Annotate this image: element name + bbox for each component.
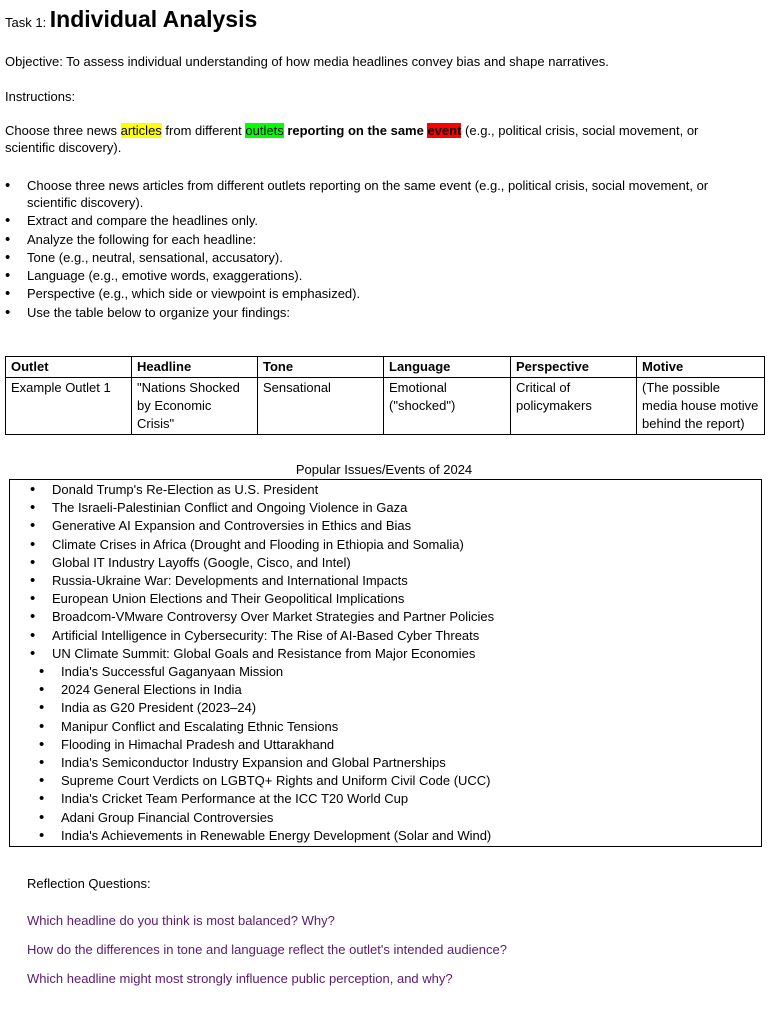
list-item: • India as G20 President (2023–24)	[10, 699, 761, 717]
table-cell-headline: "Nations Shocked by Economic Crisis"	[132, 378, 258, 435]
column-header-perspective: Perspective	[511, 357, 637, 378]
issues-box	[9, 479, 762, 847]
list-item: • European Union Elections and Their Geopolitical Implications	[10, 590, 761, 608]
list-item: • India's Cricket Team Performance at the ICC T20 World Cup	[10, 790, 761, 808]
highlight-articles: articles	[120, 123, 162, 138]
india-issues-list	[10, 663, 761, 845]
table-header-row	[6, 357, 765, 378]
task-prefix: Task 1:	[5, 15, 50, 30]
column-header-language: Language	[384, 357, 511, 378]
reflection-heading: Reflection Questions:	[27, 876, 151, 891]
list-item: • Artificial Intelligence in Cybersecurity: The Rise of AI-Based Cyber Threats	[10, 627, 761, 645]
list-item: • Global IT Industry Layoffs (Google, Cisco, and Intel)	[10, 554, 761, 572]
reflection-question-1: Which headline do you think is most balanced? Why?	[27, 913, 335, 928]
list-item: • Analyze the following for each headline:	[5, 231, 745, 248]
column-header-tone: Tone	[258, 357, 384, 378]
table-row	[6, 378, 765, 435]
list-item: • Manipur Conflict and Escalating Ethnic Tensions	[10, 718, 761, 736]
list-item: • Broadcom-VMware Controversy Over Market Strategies and Partner Policies	[10, 608, 761, 626]
list-item: • Flooding in Himachal Pradesh and Uttarakhand	[10, 736, 761, 754]
list-item: • Use the table below to organize your findings:	[5, 304, 745, 321]
list-item: • Tone (e.g., neutral, sensational, accusatory).	[5, 249, 745, 266]
page-title: Individual Analysis	[49, 6, 258, 32]
intro-text-3: (e.g., political crisis, social movement, or scientific discovery).	[5, 123, 699, 155]
list-item: • India's Semiconductor Industry Expansion and Global Partnerships	[10, 754, 761, 772]
reflection-question-3: Which headline might most strongly influence public perception, and why?	[27, 971, 453, 986]
intro-text-1: Choose three news	[5, 123, 121, 138]
list-item: • Generative AI Expansion and Controversies in Ethics and Bias	[10, 517, 761, 535]
table-cell-motive: (The possible media house motive behind the report)	[637, 378, 765, 435]
list-item: • Perspective (e.g., which side or viewpoint is emphasized).	[5, 285, 745, 302]
list-item: • Donald Trump's Re-Election as U.S. President	[10, 481, 761, 499]
global-issues-list	[10, 480, 761, 663]
table-cell-outlet: Example Outlet 1	[6, 378, 132, 435]
list-item: • India's Achievements in Renewable Energy Development (Solar and Wind)	[10, 827, 761, 845]
task-title-line	[5, 6, 257, 33]
list-item: • Adani Group Financial Controversies	[10, 809, 761, 827]
issues-caption: Popular Issues/Events of 2024	[295, 462, 473, 477]
highlight-outlets: outlets	[245, 123, 284, 138]
reflection-question-2: How do the differences in tone and language reflect the outlet's intended audience?	[27, 942, 507, 957]
list-item: • Language (e.g., emotive words, exaggerations).	[5, 267, 745, 284]
column-header-motive: Motive	[637, 357, 765, 378]
list-item: • India's Successful Gaganyaan Mission	[10, 663, 761, 681]
highlight-event: event	[427, 123, 462, 138]
list-item: • Choose three news articles from different outlets reporting on the same event (e.g., political crisis, social movement, or scientific discovery).	[5, 177, 745, 211]
list-item: • UN Climate Summit: Global Goals and Resistance from Major Economies	[10, 645, 761, 663]
column-header-headline: Headline	[132, 357, 258, 378]
objective-text: Objective: To assess individual understanding of how media headlines convey bias and shape narratives.	[5, 54, 609, 69]
list-item: • 2024 General Elections in India	[10, 681, 761, 699]
table-cell-tone: Sensational	[258, 378, 384, 435]
table-cell-language: Emotional ("shocked")	[384, 378, 511, 435]
instruction-bullet-list	[5, 177, 745, 322]
list-item: • Supreme Court Verdicts on LGBTQ+ Rights and Uniform Civil Code (UCC)	[10, 772, 761, 790]
instructions-label: Instructions:	[5, 89, 76, 104]
intro-bold-text: reporting on the same	[283, 123, 428, 138]
list-item: • The Israeli-Palestinian Conflict and Ongoing Violence in Gaza	[10, 499, 761, 517]
intro-paragraph	[5, 122, 728, 156]
intro-text-2: from different	[161, 123, 246, 138]
table-cell-perspective: Critical of policymakers	[511, 378, 637, 435]
column-header-outlet: Outlet	[6, 357, 132, 378]
findings-table	[5, 356, 765, 435]
list-item: • Russia-Ukraine War: Developments and International Impacts	[10, 572, 761, 590]
list-item: • Extract and compare the headlines only.	[5, 212, 745, 229]
list-item: • Climate Crises in Africa (Drought and Flooding in Ethiopia and Somalia)	[10, 536, 761, 554]
